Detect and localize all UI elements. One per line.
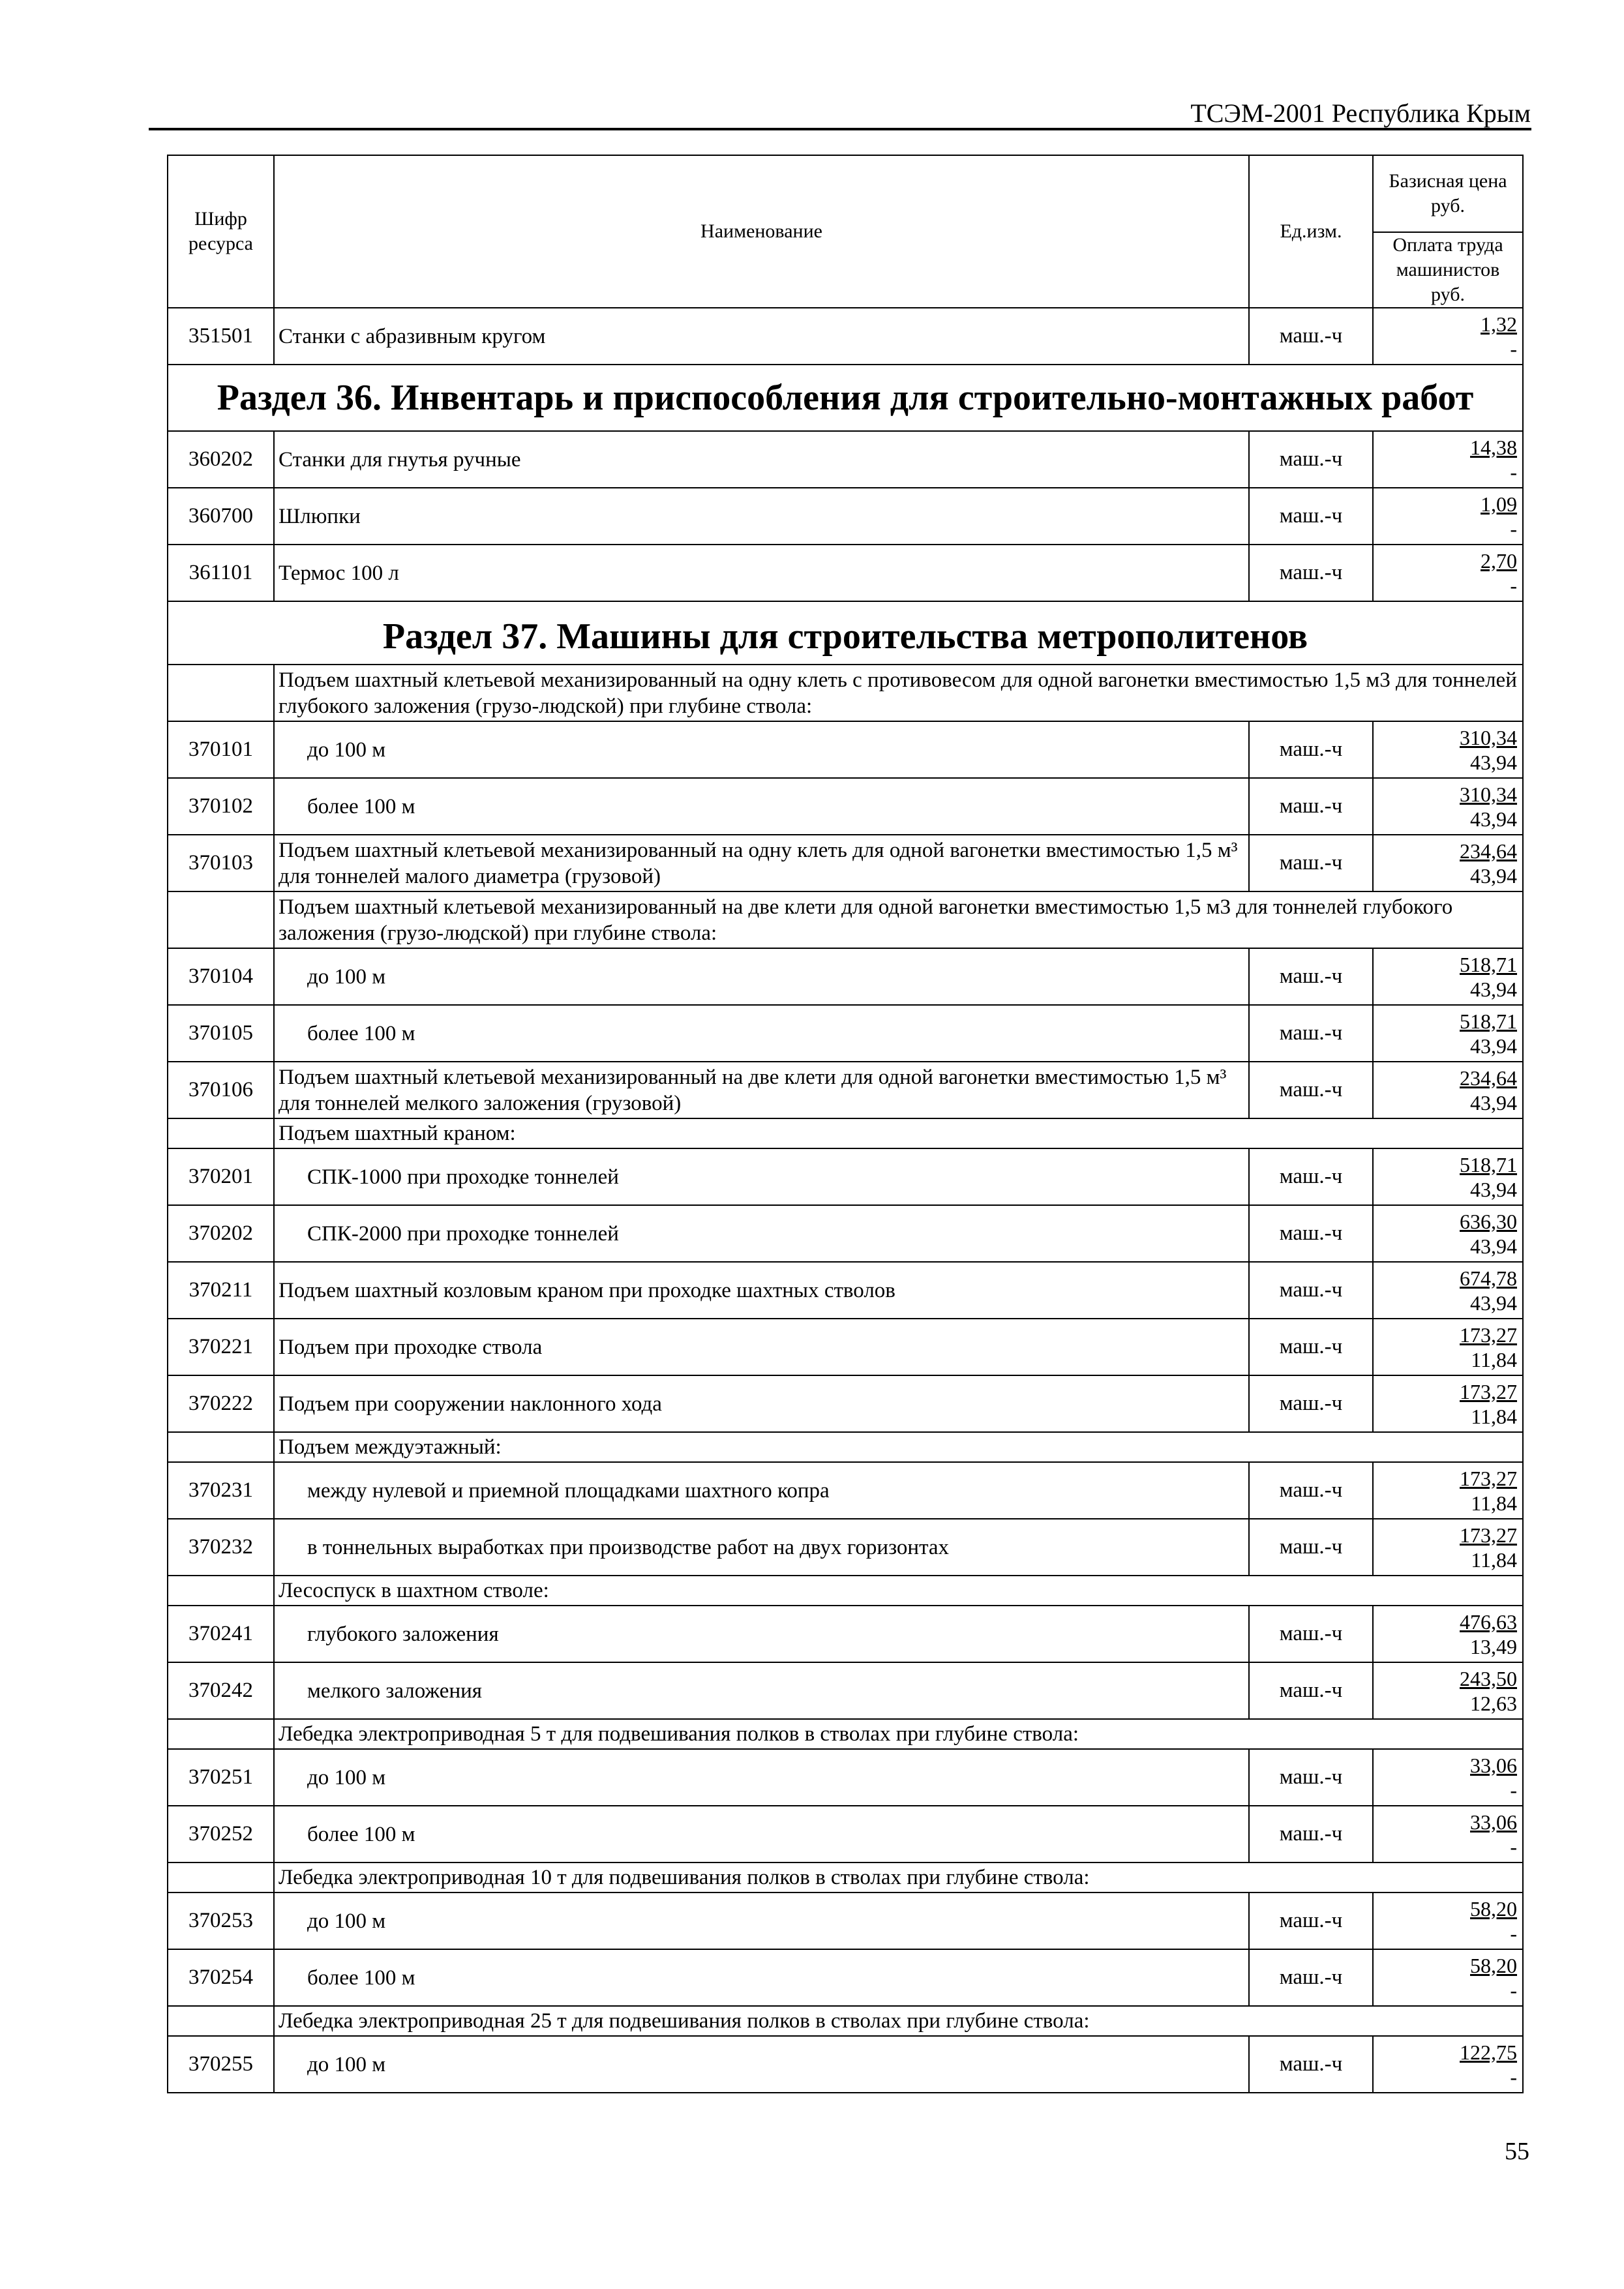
group-code-empty bbox=[168, 1432, 274, 1462]
table-row bbox=[168, 1662, 1523, 1719]
group-caption: Подъем шахтный клетьевой механизированный на две клети для одной вагонетки вместимостью 1,5 м3 для тоннелей глубокого заложения (грузо-людской) при глубине ствола: bbox=[274, 891, 1523, 948]
labor-price: 11,84 bbox=[1471, 1491, 1517, 1515]
labor-price: - bbox=[1510, 460, 1517, 484]
group-code-empty bbox=[168, 1118, 274, 1148]
resource-name: в тоннельных выработках при производстве работ на двух горизонтах bbox=[274, 1519, 1249, 1576]
resource-name: до 100 м bbox=[274, 721, 1249, 778]
table-row bbox=[168, 431, 1523, 488]
section-row bbox=[168, 601, 1523, 665]
resource-code: 370253 bbox=[168, 1893, 274, 1949]
base-price: 122,75 bbox=[1460, 2040, 1517, 2064]
resource-unit: маш.-ч bbox=[1249, 1205, 1373, 1262]
base-price: 173,27 bbox=[1460, 1323, 1517, 1347]
table-row bbox=[168, 1375, 1523, 1432]
resource-unit: маш.-ч bbox=[1249, 1806, 1373, 1863]
resource-unit: маш.-ч bbox=[1249, 488, 1373, 545]
group-row bbox=[168, 1719, 1523, 1749]
group-row bbox=[168, 665, 1523, 721]
resource-name: глубокого заложения bbox=[274, 1606, 1249, 1662]
resource-unit: маш.-ч bbox=[1249, 721, 1373, 778]
resource-unit: маш.-ч bbox=[1249, 2036, 1373, 2093]
table-row bbox=[168, 1148, 1523, 1205]
resource-price-cell bbox=[1373, 1893, 1523, 1949]
resource-name: до 100 м bbox=[274, 948, 1249, 1005]
resource-price-cell bbox=[1373, 1606, 1523, 1662]
base-price: 58,20 bbox=[1470, 1896, 1517, 1921]
group-code-empty bbox=[168, 1719, 274, 1749]
table-row bbox=[168, 1519, 1523, 1576]
table-row bbox=[168, 1893, 1523, 1949]
resource-code: 370102 bbox=[168, 778, 274, 835]
labor-price: 43,94 bbox=[1470, 750, 1517, 774]
table-row bbox=[168, 1749, 1523, 1806]
group-code-empty bbox=[168, 1576, 274, 1606]
resource-unit: маш.-ч bbox=[1249, 545, 1373, 601]
group-row bbox=[168, 1576, 1523, 1606]
base-price: 476,63 bbox=[1460, 1609, 1517, 1634]
header-divider bbox=[149, 128, 1531, 130]
resource-code: 370105 bbox=[168, 1005, 274, 1062]
resource-unit: маш.-ч bbox=[1249, 835, 1373, 891]
resource-price-cell bbox=[1373, 948, 1523, 1005]
resource-name: Подъем шахтный клетьевой механизированный на одну клеть для одной вагонетки вместимостью 1,5 м³ для тоннелей малого диаметра (грузовой) bbox=[274, 835, 1249, 891]
labor-price: 13,49 bbox=[1470, 1634, 1517, 1658]
labor-price: 11,84 bbox=[1471, 1548, 1517, 1572]
resource-unit: маш.-ч bbox=[1249, 1662, 1373, 1719]
resource-price-cell bbox=[1373, 721, 1523, 778]
table-row bbox=[168, 1319, 1523, 1375]
table-row bbox=[168, 948, 1523, 1005]
table-header-row bbox=[168, 155, 1523, 232]
resource-unit: маш.-ч bbox=[1249, 1062, 1373, 1118]
labor-price: - bbox=[1510, 2065, 1517, 2089]
labor-price: 43,94 bbox=[1470, 1034, 1517, 1058]
section-title: Раздел 37. Машины для строительства метрополитенов bbox=[168, 601, 1523, 665]
resource-unit: маш.-ч bbox=[1249, 778, 1373, 835]
resource-name: до 100 м bbox=[274, 1749, 1249, 1806]
table-row bbox=[168, 721, 1523, 778]
column-header-labor: Оплата труда машинистов руб. bbox=[1373, 232, 1523, 308]
resource-price-cell bbox=[1373, 1375, 1523, 1432]
resource-code: 360202 bbox=[168, 431, 274, 488]
group-code-empty bbox=[168, 891, 274, 948]
labor-price: - bbox=[1510, 516, 1517, 541]
resource-name: более 100 м bbox=[274, 1005, 1249, 1062]
resource-price-cell bbox=[1373, 2036, 1523, 2093]
resource-code: 370201 bbox=[168, 1148, 274, 1205]
resource-price-cell bbox=[1373, 1262, 1523, 1319]
resource-price-cell bbox=[1373, 1148, 1523, 1205]
resource-name: мелкого заложения bbox=[274, 1662, 1249, 1719]
table-row bbox=[168, 2036, 1523, 2093]
group-caption: Подъем междуэтажный: bbox=[274, 1432, 1523, 1462]
resource-code: 370254 bbox=[168, 1949, 274, 2006]
resource-price-cell bbox=[1373, 488, 1523, 545]
page-header-title: ТСЭМ-2001 Республика Крым bbox=[1190, 98, 1531, 128]
labor-price: - bbox=[1510, 1978, 1517, 2002]
base-price: 518,71 bbox=[1460, 1009, 1517, 1033]
labor-price: 12,63 bbox=[1470, 1691, 1517, 1715]
base-price: 33,06 bbox=[1470, 1810, 1517, 1834]
resource-name: СПК-1000 при проходке тоннелей bbox=[274, 1148, 1249, 1205]
base-price: 58,20 bbox=[1470, 1953, 1517, 1977]
section-row bbox=[168, 365, 1523, 431]
resource-code: 370251 bbox=[168, 1749, 274, 1806]
resource-code: 370252 bbox=[168, 1806, 274, 1863]
group-caption: Подъем шахтный клетьевой механизированный на одну клеть с противовесом для одной вагонетки вместимостью 1,5 м3 для тоннелей глубокого заложения (грузо-людской) при глубине ствола: bbox=[274, 665, 1523, 721]
resource-price-cell bbox=[1373, 545, 1523, 601]
base-price: 234,64 bbox=[1460, 1066, 1517, 1090]
resource-unit: маш.-ч bbox=[1249, 1893, 1373, 1949]
resource-code: 370211 bbox=[168, 1262, 274, 1319]
base-price: 518,71 bbox=[1460, 952, 1517, 976]
resource-price-cell bbox=[1373, 431, 1523, 488]
resource-unit: маш.-ч bbox=[1249, 1319, 1373, 1375]
table-row bbox=[168, 545, 1523, 601]
resource-unit: маш.-ч bbox=[1249, 1949, 1373, 2006]
base-price: 2,70 bbox=[1481, 548, 1517, 573]
resource-code: 370202 bbox=[168, 1205, 274, 1262]
base-price: 243,50 bbox=[1460, 1666, 1517, 1690]
resource-code: 370103 bbox=[168, 835, 274, 891]
base-price: 674,78 bbox=[1460, 1266, 1517, 1290]
base-price: 310,34 bbox=[1460, 725, 1517, 749]
resource-name: СПК-2000 при проходке тоннелей bbox=[274, 1205, 1249, 1262]
labor-price: - bbox=[1510, 337, 1517, 361]
group-row bbox=[168, 1863, 1523, 1893]
resource-price-cell bbox=[1373, 1519, 1523, 1576]
resource-name: более 100 м bbox=[274, 1806, 1249, 1863]
table-row bbox=[168, 1205, 1523, 1262]
labor-price: 43,94 bbox=[1470, 1090, 1517, 1115]
resource-code: 370231 bbox=[168, 1462, 274, 1519]
resource-unit: маш.-ч bbox=[1249, 1606, 1373, 1662]
base-price: 234,64 bbox=[1460, 839, 1517, 863]
group-caption: Лебедка электроприводная 25 т для подвешивания полков в стволах при глубине ствола: bbox=[274, 2006, 1523, 2036]
group-caption: Подъем шахтный краном: bbox=[274, 1118, 1523, 1148]
resource-name: Шлюпки bbox=[274, 488, 1249, 545]
labor-price: 11,84 bbox=[1471, 1347, 1517, 1371]
base-price: 310,34 bbox=[1460, 782, 1517, 806]
group-row bbox=[168, 1432, 1523, 1462]
base-price: 1,09 bbox=[1481, 492, 1517, 516]
resource-unit: маш.-ч bbox=[1249, 948, 1373, 1005]
resource-unit: маш.-ч bbox=[1249, 1005, 1373, 1062]
resource-code: 370106 bbox=[168, 1062, 274, 1118]
resource-code: 370104 bbox=[168, 948, 274, 1005]
table-row bbox=[168, 1062, 1523, 1118]
resource-unit: маш.-ч bbox=[1249, 1148, 1373, 1205]
resource-price-cell bbox=[1373, 1806, 1523, 1863]
resource-unit: маш.-ч bbox=[1249, 308, 1373, 365]
base-price: 14,38 bbox=[1470, 435, 1517, 459]
table-row bbox=[168, 1005, 1523, 1062]
resource-name: Подъем при проходке ствола bbox=[274, 1319, 1249, 1375]
table-row bbox=[168, 778, 1523, 835]
base-price: 173,27 bbox=[1460, 1466, 1517, 1490]
table-row bbox=[168, 308, 1523, 365]
labor-price: - bbox=[1510, 1778, 1517, 1802]
table-row bbox=[168, 1262, 1523, 1319]
section-title: Раздел 36. Инвентарь и приспособления для строительно-монтажных работ bbox=[168, 365, 1523, 431]
resource-code: 370255 bbox=[168, 2036, 274, 2093]
resource-unit: маш.-ч bbox=[1249, 1519, 1373, 1576]
resource-name: до 100 м bbox=[274, 1893, 1249, 1949]
resource-price-cell bbox=[1373, 1949, 1523, 2006]
column-header-code: Шифр ресурса bbox=[168, 155, 274, 308]
group-row bbox=[168, 2006, 1523, 2036]
group-code-empty bbox=[168, 2006, 274, 2036]
resource-price-cell bbox=[1373, 778, 1523, 835]
labor-price: 43,94 bbox=[1470, 1234, 1517, 1258]
resource-name: между нулевой и приемной площадками шахтного копра bbox=[274, 1462, 1249, 1519]
resource-code: 370232 bbox=[168, 1519, 274, 1576]
group-caption: Лесоспуск в шахтном стволе: bbox=[274, 1576, 1523, 1606]
group-code-empty bbox=[168, 1863, 274, 1893]
base-price: 33,06 bbox=[1470, 1753, 1517, 1777]
resource-code: 370222 bbox=[168, 1375, 274, 1432]
base-price: 518,71 bbox=[1460, 1152, 1517, 1176]
resource-price-cell bbox=[1373, 1319, 1523, 1375]
resource-price-cell bbox=[1373, 1462, 1523, 1519]
table-row bbox=[168, 488, 1523, 545]
resource-price-cell bbox=[1373, 1205, 1523, 1262]
column-header-unit: Ед.изм. bbox=[1249, 155, 1373, 308]
labor-price: 43,94 bbox=[1470, 1177, 1517, 1201]
resource-unit: маш.-ч bbox=[1249, 1749, 1373, 1806]
resource-name: Подъем шахтный козловым краном при проходке шахтных стволов bbox=[274, 1262, 1249, 1319]
table-row bbox=[168, 1949, 1523, 2006]
group-caption: Лебедка электроприводная 10 т для подвешивания полков в стволах при глубине ствола: bbox=[274, 1863, 1523, 1893]
resource-code: 360700 bbox=[168, 488, 274, 545]
resource-unit: маш.-ч bbox=[1249, 1462, 1373, 1519]
resource-unit: маш.-ч bbox=[1249, 1262, 1373, 1319]
group-row bbox=[168, 1118, 1523, 1148]
labor-price: - bbox=[1510, 1834, 1517, 1859]
table-row bbox=[168, 1462, 1523, 1519]
resource-price-cell bbox=[1373, 1062, 1523, 1118]
column-header-name: Наименование bbox=[274, 155, 1249, 308]
group-code-empty bbox=[168, 665, 274, 721]
resource-name: Подъем при сооружении наклонного хода bbox=[274, 1375, 1249, 1432]
table-row bbox=[168, 1806, 1523, 1863]
resource-code: 370241 bbox=[168, 1606, 274, 1662]
resource-price-cell bbox=[1373, 835, 1523, 891]
group-row bbox=[168, 891, 1523, 948]
resource-name: более 100 м bbox=[274, 1949, 1249, 2006]
labor-price: 11,84 bbox=[1471, 1404, 1517, 1428]
resource-price-cell bbox=[1373, 308, 1523, 365]
labor-price: 43,94 bbox=[1470, 807, 1517, 831]
base-price: 1,32 bbox=[1481, 312, 1517, 336]
resource-code: 370101 bbox=[168, 721, 274, 778]
resource-name: Подъем шахтный клетьевой механизированный на две клети для одной вагонетки вместимостью 1,5 м³ для тоннелей мелкого заложения (грузовой) bbox=[274, 1062, 1249, 1118]
labor-price: - bbox=[1510, 573, 1517, 597]
labor-price: 43,94 bbox=[1470, 977, 1517, 1001]
base-price: 173,27 bbox=[1460, 1523, 1517, 1547]
resource-unit: маш.-ч bbox=[1249, 431, 1373, 488]
column-header-price: Базисная цена руб. bbox=[1373, 155, 1523, 232]
resource-price-cell bbox=[1373, 1005, 1523, 1062]
resource-price-cell bbox=[1373, 1749, 1523, 1806]
labor-price: - bbox=[1510, 1921, 1517, 1945]
resource-name: Термос 100 л bbox=[274, 545, 1249, 601]
resource-code: 361101 bbox=[168, 545, 274, 601]
table-row bbox=[168, 1606, 1523, 1662]
resource-unit: маш.-ч bbox=[1249, 1375, 1373, 1432]
resource-code: 370242 bbox=[168, 1662, 274, 1719]
resource-name: Станки для гнутья ручные bbox=[274, 431, 1249, 488]
resource-price-cell bbox=[1373, 1662, 1523, 1719]
labor-price: 43,94 bbox=[1470, 863, 1517, 888]
base-price: 173,27 bbox=[1460, 1379, 1517, 1403]
resource-table bbox=[167, 155, 1524, 2093]
page-number: 55 bbox=[1505, 2138, 1529, 2165]
labor-price: 43,94 bbox=[1470, 1291, 1517, 1315]
resource-name: Станки с абразивным кругом bbox=[274, 308, 1249, 365]
table-row bbox=[168, 835, 1523, 891]
base-price: 636,30 bbox=[1460, 1209, 1517, 1233]
resource-code: 351501 bbox=[168, 308, 274, 365]
resource-name: более 100 м bbox=[274, 778, 1249, 835]
group-caption: Лебедка электроприводная 5 т для подвешивания полков в стволах при глубине ствола: bbox=[274, 1719, 1523, 1749]
resource-code: 370221 bbox=[168, 1319, 274, 1375]
resource-name: до 100 м bbox=[274, 2036, 1249, 2093]
